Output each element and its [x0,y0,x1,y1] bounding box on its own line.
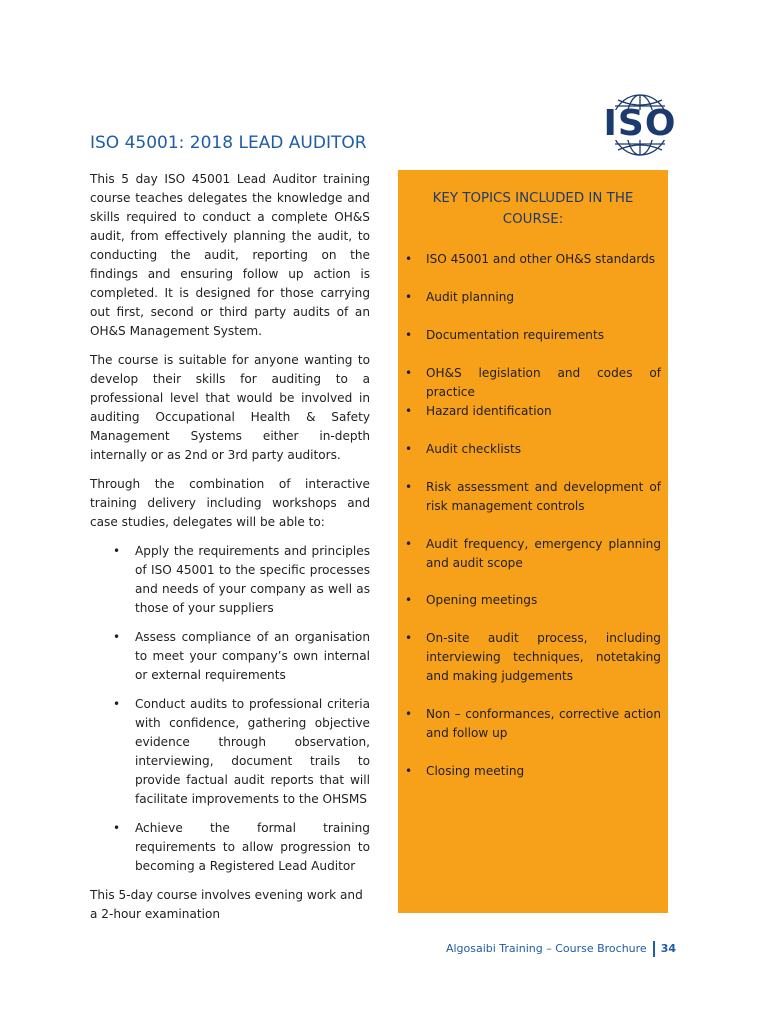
topic-text: Non – conformances, corrective action and follow up [426,707,661,740]
list-item [113,542,370,618]
bullet-icon: • [113,630,121,644]
topic-text: Risk assessment and development of risk management controls [426,480,661,513]
topic-item [405,591,661,610]
page-footer [446,940,676,958]
list-item-text: Apply the requirements and principles of ISO 45001 to the specific processes and needs of your company as well as those of your suppliers [135,544,370,615]
topic-item [405,762,661,781]
topic-text: OH&S legislation and codes of practice [426,366,661,399]
list-item [113,819,370,876]
iso-logo-text: ISO [603,103,677,144]
topic-item [405,402,661,421]
bullet-icon: • [405,480,413,494]
list-item [113,695,370,809]
list-item [113,628,370,685]
topic-item [405,478,661,516]
key-topics-panel [398,170,668,913]
footer-label: Algosaibi Training – Course Brochure [445,942,647,955]
bullet-icon: • [405,366,413,380]
bullet-icon: • [405,290,413,304]
bullet-icon: • [113,697,121,711]
page-title: ISO 45001: 2018 LEAD AUDITOR [90,133,367,153]
intro-paragraph-1: This 5 day ISO 45001 Lead Auditor training course teaches delegates the knowledge and skills required to conduct a complete OH&S audit, from effectively planning the audit, to conducting the audit, reporting on the findings and ensuring follow up action is completed. It is designed for those carrying out first, second or third party audits of an OH&S Management System. [90,172,370,338]
course-description [90,170,370,924]
bullet-icon: • [405,631,413,645]
bullet-icon: • [405,707,413,721]
intro-paragraph-3: Through the combination of interactive training delivery including workshops and case studies, delegates will be able to: [90,477,370,529]
footer-divider [653,941,655,957]
iso-logo [598,92,682,158]
topic-item [405,364,661,402]
topic-text: Opening meetings [426,593,538,607]
list-item-text: Assess compliance of an organisation to meet your company’s own internal or external requirements [135,630,370,682]
list-item-text: Conduct audits to professional criteria with confidence, gathering objective evidence through observation, interviewing, document trails to provide factual audit reports that will facilitate improvements to the OHSMS [135,697,370,806]
topic-text: ISO 45001 and other OH&S standards [426,252,656,266]
topic-text: Hazard identification [426,404,552,418]
list-item-text: Achieve the formal training requirements to allow progression to becoming a Registered Lead Auditor [135,821,370,873]
topic-item [405,535,661,573]
bullet-icon: • [405,328,413,342]
topic-text: Audit frequency, emergency planning and audit scope [426,537,661,570]
topic-text: Audit planning [426,290,515,304]
bullet-icon: • [405,252,413,266]
closing-paragraph: This 5-day course involves evening work and a 2-hour examination [90,888,363,921]
topic-item [405,288,661,307]
learning-outcomes-list [90,542,370,876]
topic-text: Documentation requirements [426,328,604,342]
topic-text: Closing meeting [426,764,525,778]
topic-item [405,629,661,686]
bullet-icon: • [405,764,413,778]
topic-item [405,326,661,345]
topic-text: On-site audit process, including interviewing techniques, notetaking and making judgements [426,631,661,683]
bullet-icon: • [405,442,413,456]
bullet-icon: • [405,404,413,418]
page-number: 34 [660,942,676,955]
topic-text: Audit checklists [426,442,522,456]
key-topics-title: KEY TOPICS INCLUDED IN THE COURSE: [432,191,634,227]
bullet-icon: • [113,821,121,835]
topic-item [405,440,661,459]
topic-item [405,250,661,269]
topic-item [405,705,661,743]
intro-paragraph-2: The course is suitable for anyone wanting to develop their skills for auditing to a professional level that would be involved in auditing Occupational Health & Safety Management Systems either in-depth internally or as 2nd or 3rd party auditors. [90,353,370,462]
bullet-icon: • [113,544,121,558]
bullet-icon: • [405,537,413,551]
bullet-icon: • [405,593,413,607]
